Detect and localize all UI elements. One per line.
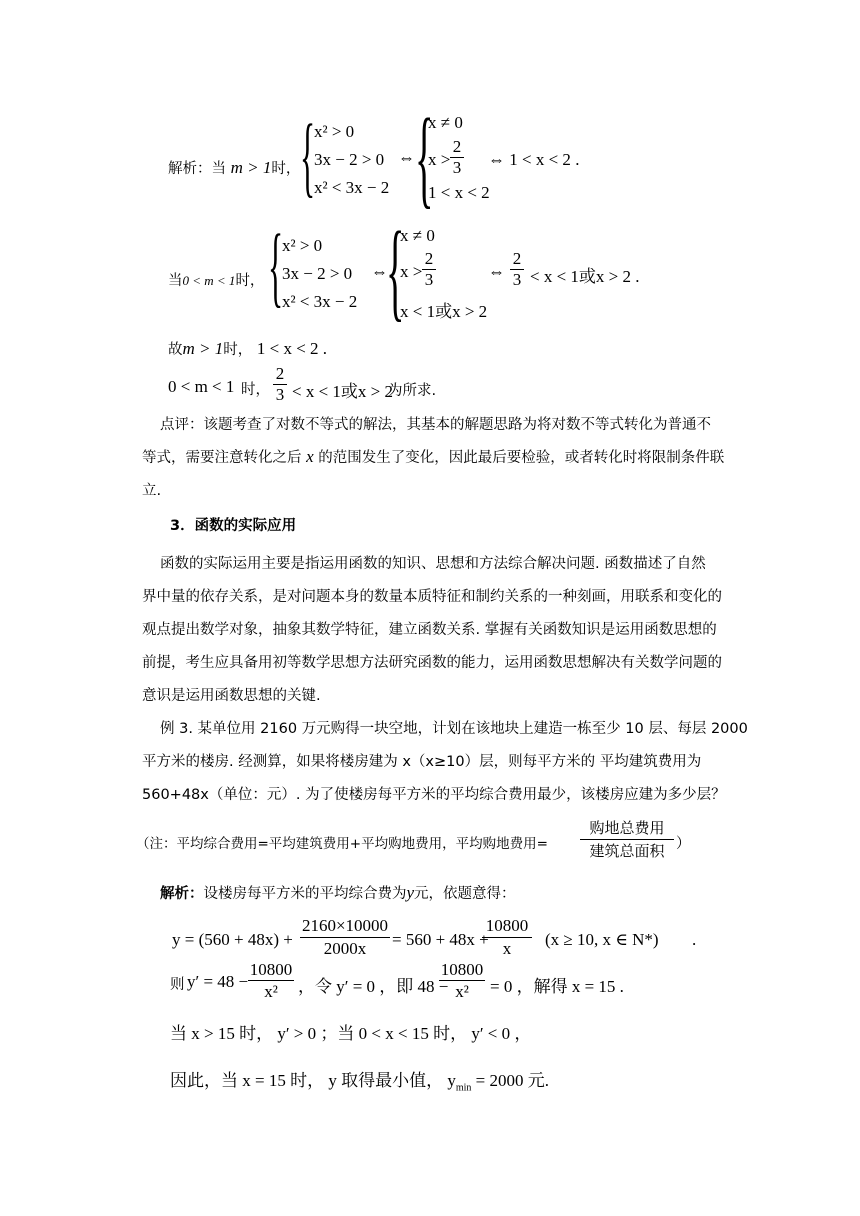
derivative-eq: y′ = 48 − xyxy=(187,972,249,991)
sol1-result: ⇔ 1 < x < 2 . xyxy=(488,150,580,169)
equation-1-domain: (x ≥ 10, x ∈ N*) xyxy=(545,930,659,949)
fraction: 2 3 xyxy=(450,138,464,177)
comment-line-3: 立. xyxy=(142,483,162,499)
system-4-line-3: x < 1或x > 2 xyxy=(400,302,488,321)
system-2-line-1: x ≠ 0 xyxy=(428,113,463,132)
section-body-line-4: 前提，考生应具备用初等数学思想方法研究函数的能力，运用函数思想解决有关数学问题的 xyxy=(142,655,722,671)
section-body-line-3: 观点提出数学对象，抽象其数学特征，建立函数关系. 掌握有关函数知识是运用函数思想的 xyxy=(142,622,717,638)
sol2-label: 当0 < m < 1时， xyxy=(168,273,265,289)
conclusion-line-2-res: < x < 1或x > 2 xyxy=(292,382,394,401)
derivative-mid: ，令 y′ = 0 ，即 48 − xyxy=(298,977,449,996)
left-brace: { xyxy=(386,209,405,331)
example-line-3: 560+48x（单位：元）. 为了使楼房每平方米的平均综合费用最少，该楼房应建为多少层？ xyxy=(142,787,726,803)
example-line-2: 平方米的楼房. 经测算，如果将楼房建为 x（x≥10）层，则每平方米的 平均建筑费用为 xyxy=(142,754,702,770)
note-fraction: 购地总费用 建筑总面积 xyxy=(580,818,674,861)
derivative-label: 则 xyxy=(170,977,185,993)
fraction: 10800 x² xyxy=(249,960,293,1001)
example-note: （注：平均综合费用=平均建筑费用+平均购地费用，平均购地费用= xyxy=(136,836,548,852)
example-note-end: ） xyxy=(676,836,691,852)
system-4-line-2: x > xyxy=(400,262,423,281)
system-1: x² > 0 3x − 2 > 0 x² < 3x − 2 xyxy=(314,122,390,197)
conclusion-line-2-cond: 0 < m < 1 xyxy=(168,377,235,396)
section-body-line-5: 意识是运用函数思想的关键. xyxy=(142,688,321,704)
conclusion-line-2-end: 为所求. xyxy=(388,383,437,399)
comment-line-2: 等式，需要注意转化之后 x 的范围发生了变化，因此最后要检验，或者转化时将限制条件联 xyxy=(142,447,725,466)
example-line-1: 例 3. 某单位用 2160 万元购得一块空地，计划在该地块上建造一栋至少 10 层、每层 2000 xyxy=(160,721,748,737)
solution-intro: 解析：设楼房每平方米的平均综合费为y元，依题意得： xyxy=(160,883,516,902)
fraction: 10800 x xyxy=(482,916,532,959)
equation-1-end: . xyxy=(692,930,697,949)
system-4-line-1: x ≠ 0 xyxy=(400,226,435,245)
section-heading: 3．函数的实际应用 xyxy=(170,518,297,534)
equiv-symbol: ⇔ xyxy=(488,262,505,281)
fraction: 2160×10000 2000x xyxy=(301,916,389,958)
fraction: 10800 x² xyxy=(440,960,484,1001)
section-body-line-2: 界中量的依存关系，是对问题本身的数量本质特征和制约关系的一种刻画，用联系和变化的 xyxy=(142,589,722,605)
fraction: 2 3 xyxy=(422,250,436,289)
equiv-symbol: ⇔ xyxy=(398,148,415,167)
equation-1-pre: y = (560 + 48x) + xyxy=(172,930,293,949)
left-brace: { xyxy=(300,107,316,206)
system-3: x² > 0 3x − 2 > 0 x² < 3x − 2 xyxy=(282,236,358,311)
conclusion-line-1: 故m > 1时， 1 < x < 2 . xyxy=(168,339,328,358)
conclusion-line-2-mid: 时， xyxy=(241,382,270,398)
derivative-end: = 0 ，解得 x = 15 . xyxy=(490,977,624,996)
left-brace: { xyxy=(415,96,434,218)
section-body-line-1: 函数的实际运用主要是指运用函数的知识、思想和方法综合解决问题. 函数描述了自然 xyxy=(160,556,706,572)
comment-line-1: 点评：该题考查了对数不等式的解法，其基本的解题思路为将对数不等式转化为普通不 xyxy=(160,417,711,433)
sign-analysis: 当 x > 15 时， y′ > 0 ；当 0 < x < 15 时， y′ < 0 ， xyxy=(170,1024,532,1043)
final-answer: 因此，当 x = 15 时， y 取得最小值， $y_{min} = 2000$ 元. xyxy=(170,1071,549,1094)
sol1-label: 解析：当 m > 1时， xyxy=(168,158,301,177)
system-2-line-2: x > xyxy=(428,150,451,169)
system-2-line-3: 1 < x < 2 xyxy=(428,183,490,202)
equation-1-mid: = 560 + 48x + xyxy=(392,930,489,949)
fraction: 2 3 xyxy=(510,250,524,289)
sol2-result: < x < 1或x > 2 . xyxy=(530,267,640,286)
left-brace: { xyxy=(268,217,284,316)
equiv-symbol: ⇔ xyxy=(371,262,388,281)
fraction: 2 3 xyxy=(273,365,287,404)
